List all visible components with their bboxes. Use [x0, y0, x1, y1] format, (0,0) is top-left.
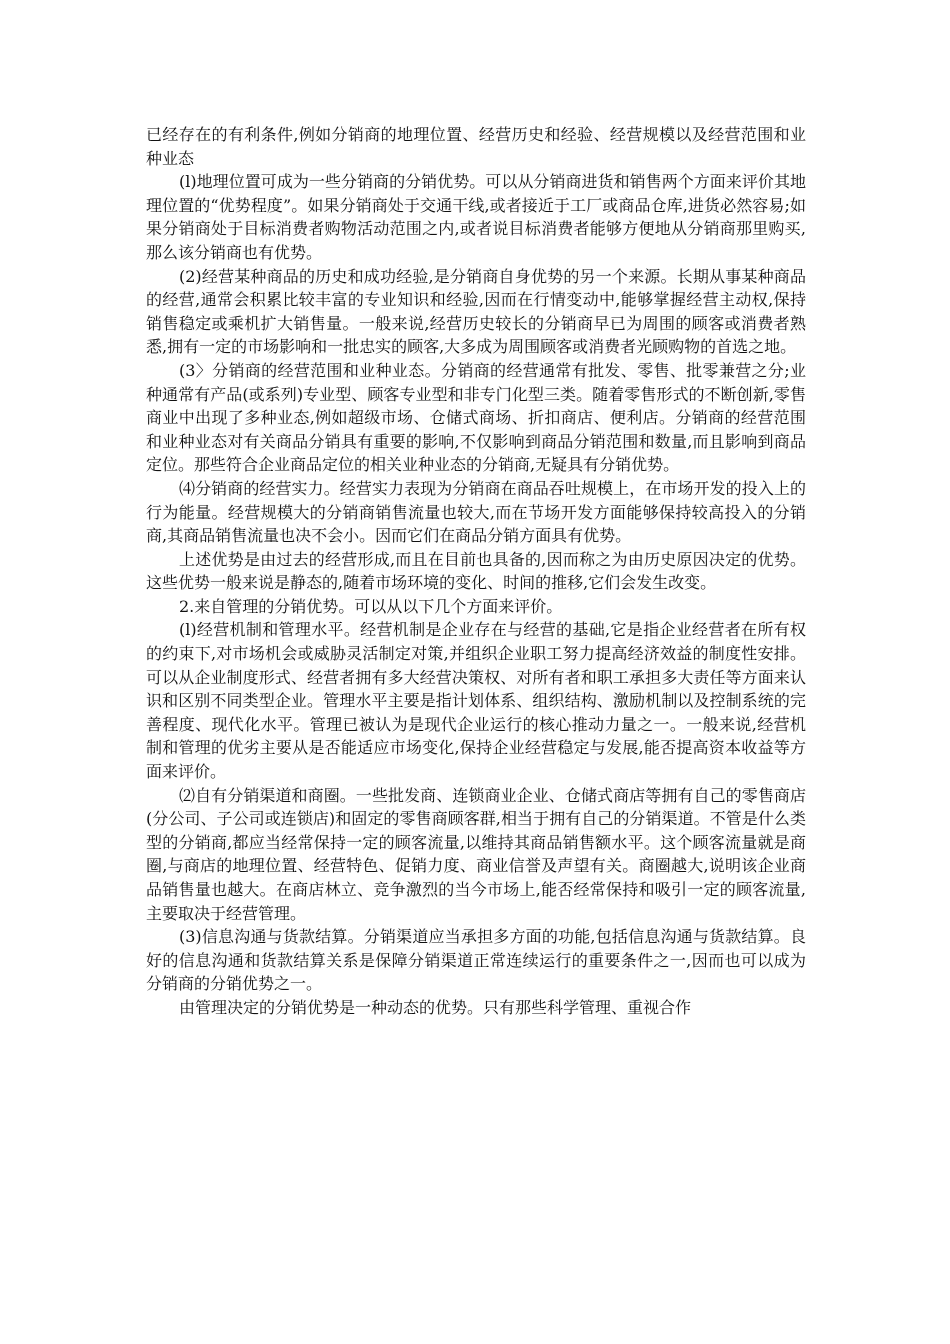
paragraph-mechanism-management: (l)经营机制和管理水平。经营机制是企业存在与经营的基础,它是指企业经营者在所有权的约束下,对市场机会或威胁灵活制定对策,并组织企业职工努力提高经济效益的制度性安排。可以从企业制度形式、经营者拥有多大经营决策权、对所有者和职工承担多大责任等方面来认识和区别不同类型企业。管理水平主要是指计划体系、组织结构、激励机制以及控制系统的完善程度、现代化水平。管理已被认为是现代企业运行的核心推动力量之一。一般来说,经营机制和管理的优劣主要从是否能适应市场变化,保持企业经营稳定与发展,能否提高资本收益等方面来评价。: [146, 620, 806, 782]
paragraph-own-channels: ⑵自有分销渠道和商圈。一些批发商、连锁商业企业、仓储式商店等拥有自己的零售商店(分公司、子公司或连锁店)和固定的零售商顾客群,相当于拥有自己的分销渠道。不管是什么类型的分销商,都应当经常保持一定的顾客流量,以维持其商品销售额水平。这个顾客流量就是商圈,与商店的地理位置、经营特色、促销力度、商业信誉及声望有关。商圈越大,说明该企业商品销售量也越大。在商店林立、竞争激烈的当今市场上,能否经常保持和吸引一定的顾客流量,主要取决于经营管理。: [146, 785, 806, 923]
paragraph-historical-advantage-summary: 上述优势是由过去的经营形成,而且在目前也具备的,因而称之为由历史原因决定的优势。这些优势一般来说是静态的,随着市场环境的变化、时间的推移,它们会发生改变。: [146, 549, 806, 593]
paragraph-dynamic-advantage: 由管理决定的分销优势是一种动态的优势。只有那些科学管理、重视合作: [179, 997, 692, 1017]
paragraph-business-scope: (3〉分销商的经营范围和业种业态。分销商的经营通常有批发、零售、批零兼营之分;业种通常有产品(或系列)专业型、顾客专业型和非专门化型三类。随着零售形式的不断创新,零售商业中出现了多种业态,例如超级市场、仓储式商场、折扣商店、便利店。分销商的经营范围和业种业态对有关商品分销具有重要的影响,不仅影响到商品分销范围和数量,而且影响到商品定位。那些符合企业商品定位的相关业种业态的分销商,无疑具有分销优势。: [146, 360, 806, 475]
paragraph-business-strength: ⑷分销商的经营实力。经营实力表现为分销商在商品吞吐规模上，在市场开发的投入上的行为能量。经营规模大的分销商销售流量也较大,而在节场开发方面能够保持较高投入的分销商,其商品销售流量也决不会小。因而它们在商品分销方面具有优势。: [146, 478, 806, 546]
document-body: [146, 123, 806, 1020]
paragraph-geographic-location: (l)地理位置可成为一些分销商的分销优势。可以从分销商进货和销售两个方面来评价其地理位置的“优势程度”。如果分销商处于交通干线,或者接近于工厂或商品仓库,进货必然容易;如果分销商处于目标消费者购物活动范围之内,或者说目标消费者能够方便地从分销商那里购买,那么该分销商也有优势。: [146, 172, 806, 262]
paragraph-management-advantage-heading: 2.来自管理的分销优势。可以从以下几个方面来评价。: [179, 596, 563, 616]
paragraph-information-settlement: (3)信息沟通与货款结算。分销渠道应当承担多方面的功能,包括信息沟通与货款结算。良好的信息沟通和货款结算关系是保障分销渠道正常连续运行的重要条件之一,因而也可以成为分销商的分销优势之一。: [146, 927, 806, 994]
paragraph-business-history: (2)经营某种商品的历史和成功经验,是分销商自身优势的另一个来源。长期从事某种商品的经营,通常会积累比较丰富的专业知识和经验,因而在行情变动中,能够掌握经营主动权,保持销售稳定或乘机扩大销售量。一般来说,经营历史较长的分销商早已为周围的顾客或消费者熟悉,拥有一定的市场影响和一批忠实的顾客,大多成为周围顾客或消费者光顾购物的首选之地。: [146, 266, 806, 357]
paragraph-continuation: 已经存在的有利条件,例如分销商的地理位置、经营历史和经验、经营规模以及经营范围和业种业态: [146, 125, 806, 168]
